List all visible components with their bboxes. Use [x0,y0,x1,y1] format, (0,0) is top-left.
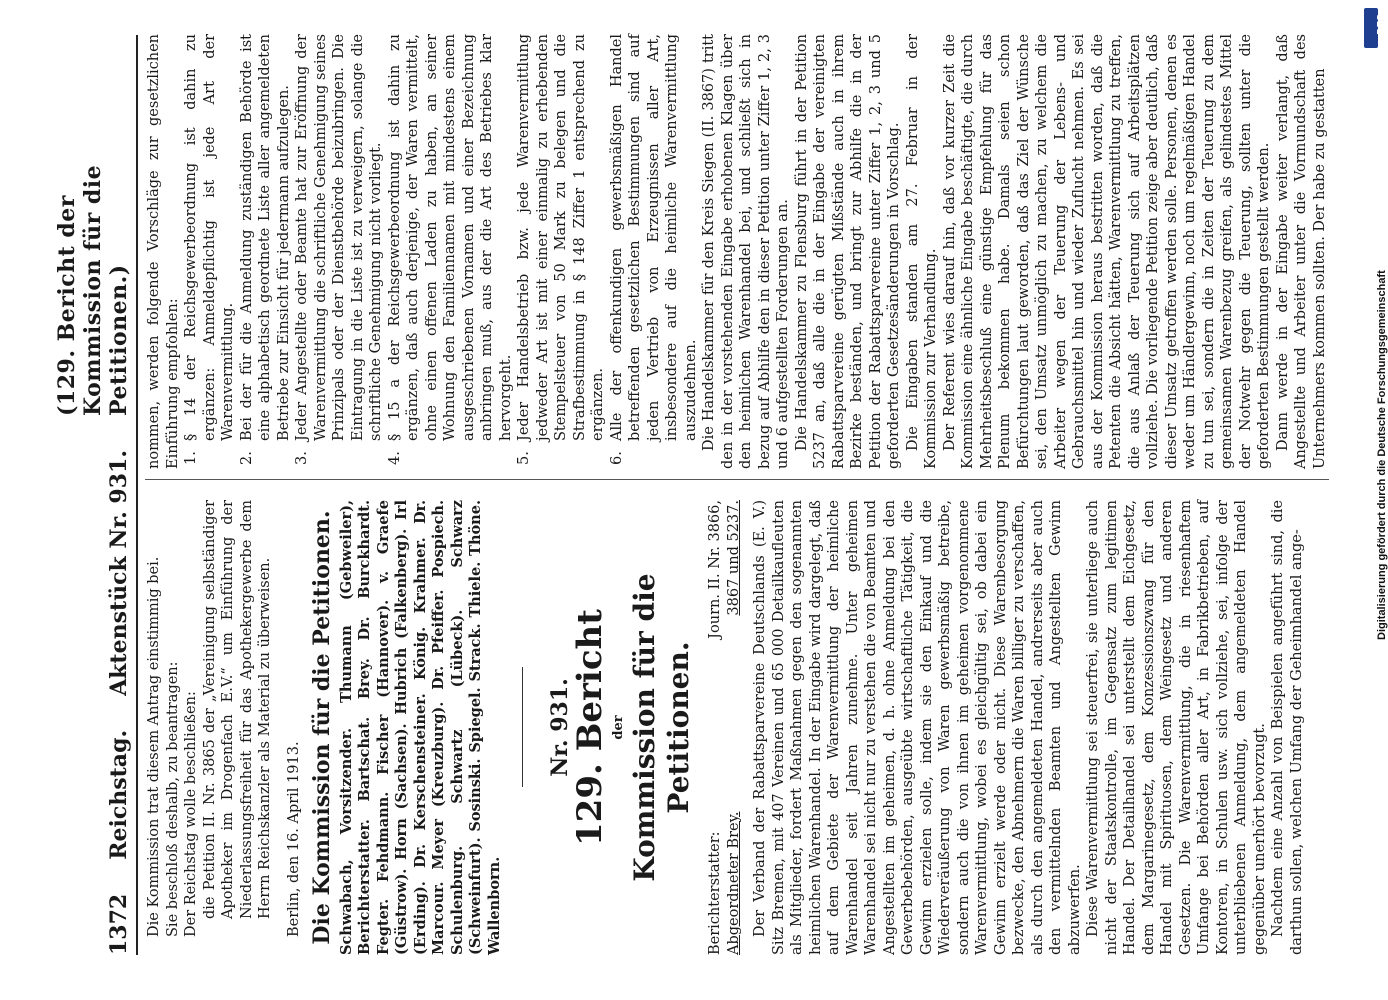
body-paragraph: Der Referent wies darauf hin, daß vor kurzer Zeit die Kommission eine ähnliche Eingabe beschäftigte, die durch Mehrheitsbeschluß eine günstige Empfehlung für das Plenum bekommen habe. Damals seien schon Befürchtungen laut geworden, daß das Ziel der Wünsche sei, den Umsatz unmöglich zu machen, zu welchem die Arbeiter wegen der Teuerung der Lebens- und Gebrauchsmittel hin und wieder Zuflucht nehmen. Es sei aus der Kommission heraus bestritten worden, daß die Petenten die Absicht hätten, Warenvermittlung zu treffen, die aus Anlaß der Teuerung sich auf Arbeitsplätzen vollziehe. Die vorliegende Petition zeige aber deutlich, daß dieser Umsatz getroffen werden solle. Personen, denen es weder um Händlergewinn, noch um regelmäßigen Handel zu tun sei, sondern die in Zeiten der Teuerung zu dem gemeinsamen Warenbezug greifen, als gelindestes Mittel der Notwehr gegen die Teuerung, sollten unter die geforderten Bestimmungen gestellt werden. [941,34,1272,469]
proposal-list [182,34,700,469]
right-column [145,34,1329,480]
digitization-note-text: Digitalisierung gefördert durch die Deutsche Forschungsgemeinschaft [1376,270,1388,640]
list-item: 4. § 15 a der Reichsgewerbeordnung ist dahin zu ergänzen, daß auch derjenige, der Waren vermittelt, ohne einen offenen Laden zu haben, an seiner Wohnung den Familiennamen mit mindestens einem ausgeschriebenen Vornamen und einer Bezeichnung anbringen muß, aus der die Art des Betriebes klar hervorgeht. [386,34,514,465]
list-item: 1. § 14 der Reichsgewerbeordnung ist dahin zu ergänzen: Anmeldepflichtig ist jede Art der Warenvermittlung. [183,34,236,465]
intro-line: Sie beschloß deshalb, zu beantragen: [164,661,181,937]
intro-line: Die Kommission trat diesem Antrag einstimmig bei. [146,556,162,937]
date-line: Berlin, den 16. April 1913. [285,741,302,937]
report-commission: Kommission für die Petitionen. [628,573,695,882]
journal-ref: 3867 und 5237. [725,500,742,616]
reporter-label: Berichterstatter: [707,831,723,955]
body-paragraph: Die Handelskammer für den Kreis Siegen (II. 3867) tritt den in der vorstehenden Eingabe erhobenen Klagen über den heimlichen Warenhandel bei, und schließt sich in bezug auf Abhilfe den in dieser Petition unter Ziffer 1, 2, 3 und 6 aufgestellten Forderungen an. [701,34,791,469]
report-title: 129. Bericht [569,609,610,846]
journal-ref: Journ. II. Nr. 3866, [707,500,723,639]
running-title: (129. Bericht der Kommission für die Petitionen.) [54,164,132,416]
list-lead: nommen, werden folgende Vorschläge zur gesetzlichen Einführung empfohlen: [146,34,181,469]
list-item: 6. Alle der offenkundigen gewerbsmäßigen Handel betreffenden gesetzlichen Bestimmungen sind auf jeden Vertrieb von Erzeugnissen aller Art, insbesondere auf die heimliche Warenvermittlung auszudehnen. [608,34,699,465]
document-number: Aktenstück Nr. 931. [106,450,132,696]
body-paragraph: Der Verband der Rabattsparvereine Deutschlands (E. V.) Sitz Bremen, mit 407 Vereinen und 65 000 Detailkaufleuten als Mitglieder, fordert Maßnahmen gegen den sogenannten heimlichen Warenhandel. In der Eingabe wird dargelegt, daß auf dem Gebiete der Warenvermittlung der heimliche Warenhandel seit Jahren zunehme. Unter geheimen Warenhandel sei nicht nur zu verstehen die von Beamten und Angestellten im geheimen, d. h. ohne Anmeldung bei den Gewerbebehörden, ausgeübte wirtschaftliche Tätigkeit, die Gewinn erzielen solle, indem sie den Einkauf und die Wiederveräußerung von Waren gewerbsmäßig betreibe, sondern auch die von ihnen im geheimen vorgenommene Warenvermittlung, wobei es gleichgültig sei, ob dabei ein Gewinn erzielt werde oder nicht. Diese Warenbesorgung bezwecke, den Abnehmern die Waren billiger zu verschaffen, als durch den angemeldeten Handel, andrerseits aber auch den vermittelnden Beamten und Angestellten Gewinn abzuwerfen. [752,500,1083,955]
member-list: Schwabach, Vorsitzender. Thumann (Gebweiler), Berichterstatter. Bartschat. Brey. Dr. Burckhardt. Fegter. Fehdmann. Fischer (Hannover). v. Graefe (Güstrow). Horn (Sachsen). Hubrich (Falkenberg). Irl (Erding). Dr. Kerschensteiner. König. Krahmer. Dr. Marcour. Meyer (Kreuzburg). Dr. Pfeiffer. Pospiech. Schulenburg. Schwartz (Lübeck). Schwarz (Schweinfurt). Sosinski. Spiegel. Strack. Thiele. Thöne. Wallenborn. [337,500,503,955]
report-number: Nr. 931. [547,678,573,777]
body-paragraph: Diese Warenvermittlung sei steuerfrei, sie unterliege auch nicht der Staatskontrolle, im Gegensatz zum legitimen Handel. Der Detailhandel sei unterstellt dem Eichgesetz, dem Margarinegesetz, dem Konzessionszwang für den Handel mit Spirituosen, dem Weingesetz und anderen Gesetzen. Die Warenvermittlung, die in riesenhaftem Umfange bei Behörden aller Art, in Fabrikbetrieben, auf Kontoren, in Schulen usw. sich vollziehe, sei, infolge der unterbliebenen Anmeldung, dem angemeldeten Handel gegenüber unerhört bevorzugt. [1085,500,1268,955]
dfg-logo: DFG [1364,8,1378,48]
commission-heading: Die Kommission für die Petitionen. [309,510,335,945]
report-der: der [610,715,626,740]
list-item: 2. Bei der für die Anmeldung zuständigen Behörde ist eine alphabetisch geordnete Liste aller angemeldeten Betriebe zur Einsicht für jedermann aufzulegen. [238,34,292,465]
reporter-name: Abgeordneter Brey. [725,811,742,955]
list-item: 3. Jeder Angestellte oder Beamte hat zur Eröffnung der Warenvermittlung die schriftliche Genehmigung seines Prinzipals oder der Dienstbehörde beizubringen. Die Eintragung in die Liste ist zu verweigern, solange die schriftliche Genehmigung nicht vorliegt. [294,34,384,465]
reporter-block [706,500,743,955]
body-paragraph: Die Handelskammer zu Flensburg führt in der Petition 5237 an, daß alle die in der Eingabe der vereinigten Rabattsparvereine gerügten Mißstände auch in ihrem Bezirke beständen, und bringt zur Abhilfe die in der Petition der Rabattsparvereine unter Ziffer 1, 2, 3 und 5 geforderten Gesetzesänderungen in Vorschlag. [793,34,902,469]
publisher-label: Reichstag. [106,729,132,860]
document-page [50,0,1350,1000]
running-header [54,35,138,955]
body-paragraph: Die Eingaben standen am 27. Februar in der Kommission zur Verhandlung. [904,34,939,469]
list-item: 5. Jeder Handelsbetrieb bzw. jede Warenvermittlung jedweder Art ist mit einer einmalig zu erhebenden Stempelsteuer von 50 Mark zu belegen und die Strafbestimmung in § 148 Ziffer 1 entsprechend zu ergänzen. [516,34,606,465]
petition-resolution: die Petition II. Nr. 3865 der „Vereinigung selbständiger Apotheker im Drogenfach E.V.“ um Einführung der Niederlassungsfreiheit für das Apothekergewerbe dem Herrn Reichskanzler als Material zu überweisen. [201,500,273,919]
divider [522,668,523,788]
intro-line: Der Reichstag wolle beschließen: [183,691,199,937]
left-column [145,500,1306,955]
body-paragraph: Nachdem eine Anzahl von Beispielen angeführt sind, die darthun sollen, welchen Umfang der Geheimhandel ange- [1270,500,1305,955]
body-paragraph: Dann werde in der Eingabe weiter verlangt, daß Angestellte und Arbeiter unter die Vormundschaft des Unternehmers kommen sollten. Der habe zu gestatten [1274,34,1328,469]
page-number: 1372 [106,893,132,955]
